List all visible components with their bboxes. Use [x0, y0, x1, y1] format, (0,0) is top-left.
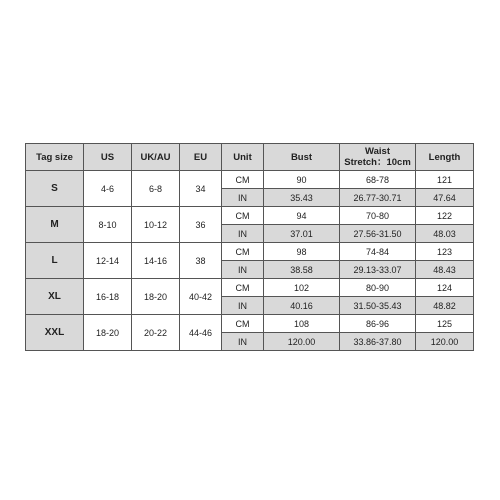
length-cell: 48.43 — [416, 261, 474, 279]
table-row — [26, 315, 474, 333]
unit-cell: IN — [222, 333, 264, 351]
header-waist-stretch: Stretch：10cm — [344, 157, 411, 168]
table-header-row — [26, 144, 474, 171]
size-tag-cell: M — [26, 207, 84, 243]
waist-cell: 26.77-30.71 — [340, 189, 416, 207]
bust-cell: 108 — [264, 315, 340, 333]
uk-au-size-cell: 18-20 — [132, 279, 180, 315]
bust-cell: 90 — [264, 171, 340, 189]
size-chart — [25, 143, 474, 351]
unit-cell: CM — [222, 171, 264, 189]
length-cell: 47.64 — [416, 189, 474, 207]
unit-cell: CM — [222, 279, 264, 297]
unit-cell: IN — [222, 225, 264, 243]
table-row — [26, 171, 474, 189]
table-row — [26, 207, 474, 225]
length-cell: 120.00 — [416, 333, 474, 351]
header-uk-au: UK/AU — [132, 144, 180, 171]
unit-cell: IN — [222, 189, 264, 207]
table-body — [26, 171, 474, 351]
bust-cell: 98 — [264, 243, 340, 261]
length-cell: 48.82 — [416, 297, 474, 315]
header-waist — [340, 144, 416, 171]
uk-au-size-cell: 10-12 — [132, 207, 180, 243]
us-size-cell: 8-10 — [84, 207, 132, 243]
size-table — [25, 143, 474, 351]
waist-cell: 29.13-33.07 — [340, 261, 416, 279]
waist-cell: 33.86-37.80 — [340, 333, 416, 351]
us-size-cell: 16-18 — [84, 279, 132, 315]
bust-cell: 120.00 — [264, 333, 340, 351]
eu-size-cell: 36 — [180, 207, 222, 243]
bust-cell: 37.01 — [264, 225, 340, 243]
unit-cell: IN — [222, 261, 264, 279]
length-cell: 124 — [416, 279, 474, 297]
uk-au-size-cell: 14-16 — [132, 243, 180, 279]
header-unit: Unit — [222, 144, 264, 171]
unit-cell: CM — [222, 315, 264, 333]
unit-cell: IN — [222, 297, 264, 315]
header-eu: EU — [180, 144, 222, 171]
table-row — [26, 279, 474, 297]
length-cell: 122 — [416, 207, 474, 225]
bust-cell: 35.43 — [264, 189, 340, 207]
unit-cell: CM — [222, 207, 264, 225]
uk-au-size-cell: 6-8 — [132, 171, 180, 207]
us-size-cell: 18-20 — [84, 315, 132, 351]
header-tag-size: Tag size — [26, 144, 84, 171]
size-tag-cell: XL — [26, 279, 84, 315]
waist-cell: 80-90 — [340, 279, 416, 297]
waist-cell: 70-80 — [340, 207, 416, 225]
size-tag-cell: L — [26, 243, 84, 279]
length-cell: 123 — [416, 243, 474, 261]
eu-size-cell: 38 — [180, 243, 222, 279]
bust-cell: 102 — [264, 279, 340, 297]
length-cell: 48.03 — [416, 225, 474, 243]
unit-cell: CM — [222, 243, 264, 261]
waist-cell: 86-96 — [340, 315, 416, 333]
bust-cell: 40.16 — [264, 297, 340, 315]
waist-cell: 74-84 — [340, 243, 416, 261]
us-size-cell: 12-14 — [84, 243, 132, 279]
bust-cell: 38.58 — [264, 261, 340, 279]
header-waist-title: Waist — [365, 146, 390, 157]
eu-size-cell: 44-46 — [180, 315, 222, 351]
eu-size-cell: 40-42 — [180, 279, 222, 315]
waist-cell: 27.56-31.50 — [340, 225, 416, 243]
waist-cell: 31.50-35.43 — [340, 297, 416, 315]
table-row — [26, 243, 474, 261]
bust-cell: 94 — [264, 207, 340, 225]
size-tag-cell: XXL — [26, 315, 84, 351]
length-cell: 125 — [416, 315, 474, 333]
eu-size-cell: 34 — [180, 171, 222, 207]
uk-au-size-cell: 20-22 — [132, 315, 180, 351]
waist-cell: 68-78 — [340, 171, 416, 189]
header-length: Length — [416, 144, 474, 171]
size-tag-cell: S — [26, 171, 84, 207]
us-size-cell: 4-6 — [84, 171, 132, 207]
header-us: US — [84, 144, 132, 171]
header-bust: Bust — [264, 144, 340, 171]
length-cell: 121 — [416, 171, 474, 189]
